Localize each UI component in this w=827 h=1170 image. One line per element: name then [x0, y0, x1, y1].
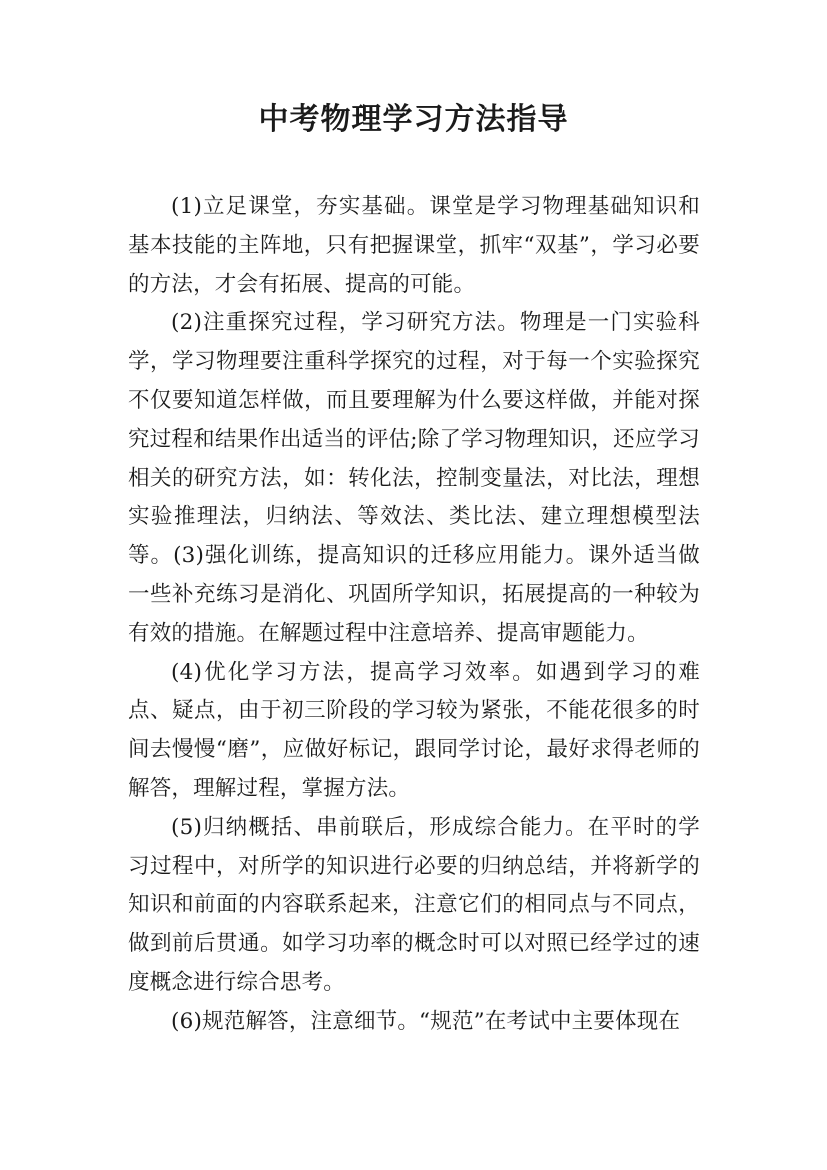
document-title: 中考物理学习方法指导: [258, 102, 569, 137]
paragraph-4: (5)归纳概括、串前联后，形成综合能力。在平时的学习过程中，对所学的知识进行必要的归纳总结，并将新学的知识和前面的内容联系起来，注意它们的相同点与不同点，做到前后贯通。如学习功率的概念时可以对照已经学过的速度概念进行综合思考。: [128, 814, 700, 995]
paragraph-3: (4)优化学习方法，提高学习效率。如遇到学习的难点、疑点，由于初三阶段的学习较为紧张，不能花很多的时间去慢慢“磨”，应做好标记，跟同学讨论，最好求得老师的解答，理解过程，掌握方法。: [128, 659, 700, 801]
paragraph-1: (1)立足课堂，夯实基础。课堂是学习物理基础知识和基本技能的主阵地，只有把握课堂，抓牢“双基”，学习必要的方法，才会有拓展、提高的可能。: [128, 194, 700, 297]
document-body: [128, 188, 700, 1042]
paragraph-5: (6)规范解答，注意细节。“规范”在考试中主要体现在: [171, 1008, 681, 1034]
paragraph-2: (2)注重探究过程，学习研究方法。物理是一门实验科学，学习物理要注重科学探究的过程，对于每一个实验探究不仅要知道怎样做，而且要理解为什么要这样做，并能对探究过程和结果作出适当的评估;除了学习物理知识，还应学习相关的研究方法，如：转化法，控制变量法，对比法，理想实验推理法，归纳法、等效法、类比法、建立理想模型法等。(3)强化训练，提高知识的迁移应用能力。课外适当做一些补充练习是消化、巩固所学知识，拓展提高的一种较为有效的措施。在解题过程中注意培养、提高审题能力。: [128, 310, 700, 646]
